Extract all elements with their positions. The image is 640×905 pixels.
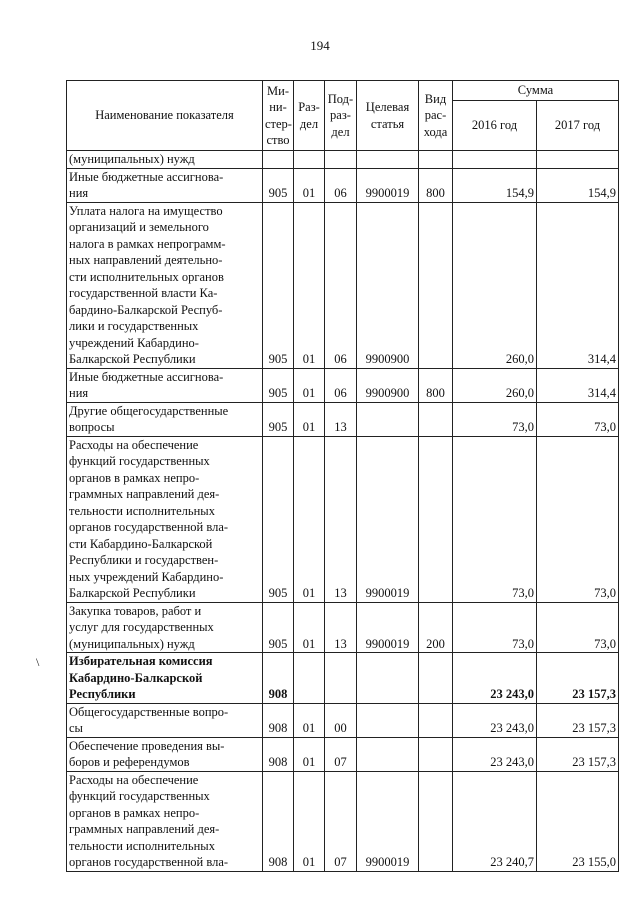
row-sum-2017: 23 157,3 <box>537 703 619 737</box>
row-target: 9900900 <box>357 202 419 368</box>
row-subsection: 13 <box>325 602 357 653</box>
row-sum-2017: 73,0 <box>537 602 619 653</box>
row-name: Общегосударственные вопро- сы <box>67 703 263 737</box>
row-section: 01 <box>294 771 325 871</box>
row-expense-type: 200 <box>419 602 453 653</box>
row-name: Избирательная комиссия Кабардино-Балкарской Республики <box>67 653 263 704</box>
table-row <box>67 703 619 737</box>
row-target: 9900019 <box>357 436 419 602</box>
row-sum-2016: 23 243,0 <box>453 703 537 737</box>
row-expense-type <box>419 703 453 737</box>
row-subsection: 13 <box>325 402 357 436</box>
row-expense-type <box>419 151 453 169</box>
row-expense-type: 800 <box>419 368 453 402</box>
page-number: 194 <box>310 38 330 53</box>
row-target <box>357 703 419 737</box>
row-section: 01 <box>294 202 325 368</box>
header-expense-type: Вид рас- хода <box>419 81 453 151</box>
table-row <box>67 168 619 202</box>
row-sum-2017: 23 157,3 <box>537 737 619 771</box>
row-subsection: 13 <box>325 436 357 602</box>
row-expense-type: 800 <box>419 168 453 202</box>
row-sum-2017: 154,9 <box>537 168 619 202</box>
row-section <box>294 151 325 169</box>
row-target <box>357 737 419 771</box>
header-2017: 2017 год <box>537 101 619 151</box>
row-subsection: 07 <box>325 737 357 771</box>
row-name: Другие общегосударственные вопросы <box>67 402 263 436</box>
row-name: Закупка товаров, работ и услуг для государственных (муниципальных) нужд <box>67 602 263 653</box>
row-expense-type <box>419 402 453 436</box>
row-name: Иные бюджетные ассигнова- ния <box>67 168 263 202</box>
row-sum-2016: 73,0 <box>453 602 537 653</box>
row-sum-2016: 260,0 <box>453 202 537 368</box>
row-ministry: 905 <box>263 368 294 402</box>
table-row <box>67 402 619 436</box>
row-ministry <box>263 151 294 169</box>
row-sum-2017: 314,4 <box>537 368 619 402</box>
row-sum-2016: 73,0 <box>453 402 537 436</box>
row-section: 01 <box>294 737 325 771</box>
row-expense-type <box>419 771 453 871</box>
margin-mark: \ <box>36 655 40 669</box>
row-section: 01 <box>294 168 325 202</box>
row-section: 01 <box>294 368 325 402</box>
row-subsection: 07 <box>325 771 357 871</box>
budget-table <box>66 80 619 872</box>
row-sum-2017: 23 155,0 <box>537 771 619 871</box>
table-row <box>67 653 619 704</box>
row-name: Уплата налога на имущество организаций и земельного налога в рамках непрограмм- ных направлений деятельно- сти исполнительных органов государственной власти Ка- бардино-Балкарской Респуб- лики и государственных учреждений Кабардино- Балкарской Республики <box>67 202 263 368</box>
row-ministry: 908 <box>263 703 294 737</box>
row-sum-2016: 23 240,7 <box>453 771 537 871</box>
header-sum: Сумма <box>453 81 619 101</box>
header-section: Раз- дел <box>294 81 325 151</box>
header-2016: 2016 год <box>453 101 537 151</box>
row-section: 01 <box>294 402 325 436</box>
row-subsection: 06 <box>325 168 357 202</box>
row-subsection: 06 <box>325 202 357 368</box>
row-sum-2017: 23 157,3 <box>537 653 619 704</box>
row-section: 01 <box>294 602 325 653</box>
row-subsection: 00 <box>325 703 357 737</box>
header-ministry: Ми- ни- стер- ство <box>263 81 294 151</box>
row-section <box>294 653 325 704</box>
row-ministry: 908 <box>263 653 294 704</box>
row-ministry: 905 <box>263 402 294 436</box>
row-subsection <box>325 151 357 169</box>
row-sum-2016 <box>453 151 537 169</box>
row-name: Расходы на обеспечение функций государственных органов в рамках непро- граммных направлений дея- тельности исполнительных органов государственной вла- сти Кабардино-Балкарской Республики и государствен- ных учреждений Кабардино- Балкарской Республики <box>67 436 263 602</box>
row-expense-type <box>419 202 453 368</box>
row-ministry: 908 <box>263 737 294 771</box>
row-ministry: 905 <box>263 202 294 368</box>
header-name: Наименование показателя <box>67 81 263 151</box>
row-target <box>357 151 419 169</box>
row-ministry: 905 <box>263 168 294 202</box>
row-section: 01 <box>294 436 325 602</box>
header-subsection: Под- раз- дел <box>325 81 357 151</box>
row-sum-2016: 260,0 <box>453 368 537 402</box>
row-target <box>357 402 419 436</box>
table-row <box>67 602 619 653</box>
row-sum-2016: 154,9 <box>453 168 537 202</box>
row-expense-type <box>419 737 453 771</box>
row-sum-2016: 23 243,0 <box>453 737 537 771</box>
row-name: (муниципальных) нужд <box>67 151 263 169</box>
row-sum-2017: 73,0 <box>537 402 619 436</box>
table-row <box>67 151 619 169</box>
row-name: Иные бюджетные ассигнова- ния <box>67 368 263 402</box>
row-target: 9900900 <box>357 368 419 402</box>
row-expense-type <box>419 436 453 602</box>
row-section: 01 <box>294 703 325 737</box>
row-ministry: 908 <box>263 771 294 871</box>
row-subsection: 06 <box>325 368 357 402</box>
row-ministry: 905 <box>263 436 294 602</box>
row-sum-2017: 314,4 <box>537 202 619 368</box>
table-row <box>67 771 619 871</box>
row-subsection <box>325 653 357 704</box>
table-row <box>67 202 619 368</box>
header-target: Целевая статья <box>357 81 419 151</box>
row-sum-2017: 73,0 <box>537 436 619 602</box>
row-target <box>357 653 419 704</box>
row-expense-type <box>419 653 453 704</box>
row-target: 9900019 <box>357 602 419 653</box>
row-target: 9900019 <box>357 168 419 202</box>
row-ministry: 905 <box>263 602 294 653</box>
row-target: 9900019 <box>357 771 419 871</box>
row-name: Обеспечение проведения вы- боров и референдумов <box>67 737 263 771</box>
table-row <box>67 368 619 402</box>
table-row <box>67 436 619 602</box>
row-sum-2016: 23 243,0 <box>453 653 537 704</box>
row-sum-2016: 73,0 <box>453 436 537 602</box>
row-sum-2017 <box>537 151 619 169</box>
row-name: Расходы на обеспечение функций государственных органов в рамках непро- граммных направлений дея- тельности исполнительных органов государственной вла- <box>67 771 263 871</box>
table-row <box>67 737 619 771</box>
